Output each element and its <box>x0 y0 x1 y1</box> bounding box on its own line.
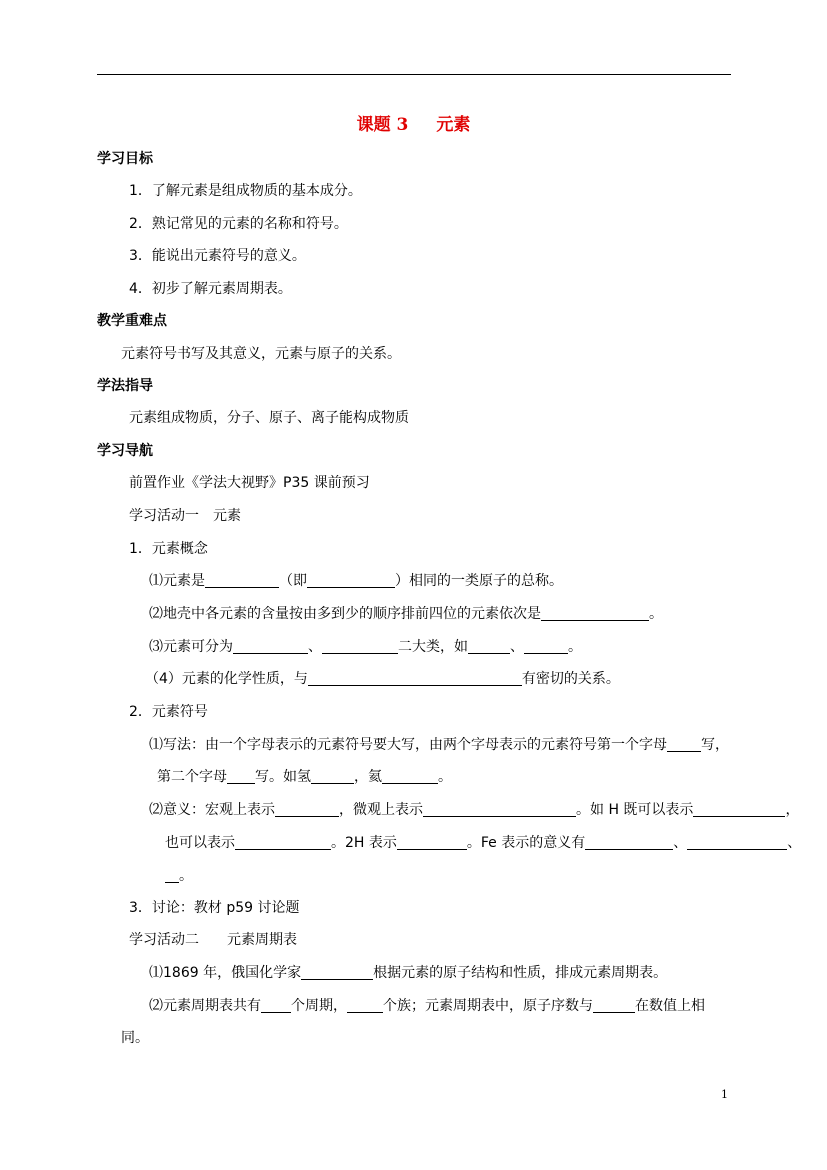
answer-blank[interactable] <box>275 802 339 817</box>
goals-heading: 学习目标 <box>97 151 153 167</box>
goal-item: 4．初步了解元素周期表。 <box>129 281 292 297</box>
discussion: 3．讨论：教材 p59 讨论题 <box>129 900 300 916</box>
title-name: 元素 <box>436 115 471 135</box>
answer-blank[interactable] <box>541 606 649 621</box>
symbol-1b: 第二个字母 写。如氢 ，氦 。 <box>157 769 452 785</box>
page-number: 1 <box>721 1088 728 1101</box>
concept-1: ⑴元素是 （即 ）相同的一类原子的总称。 <box>149 573 563 589</box>
periodic-1: ⑴1869 年，俄国化学家 根据元素的原子结构和性质，排成元素周期表。 <box>149 965 668 981</box>
answer-blank[interactable] <box>261 998 291 1013</box>
method-heading: 学法指导 <box>97 378 153 394</box>
key-heading: 教学重难点 <box>97 313 167 329</box>
answer-blank[interactable] <box>585 835 673 850</box>
symbol-2: ⑵意义：宏观上表示 ，微观上表示 。如 H 既可以表示 ， <box>149 802 800 818</box>
concept-3: ⑶元素可分为 、 二大类，如 、 。 <box>149 639 582 655</box>
answer-blank[interactable] <box>311 769 354 784</box>
answer-blank[interactable] <box>307 573 395 588</box>
activity-two: 学习活动二 元素周期表 <box>129 932 297 948</box>
symbol-1: ⑴写法：由一个字母表示的元素符号要大写，由两个字母表示的元素符号第一个字母 写， <box>149 737 729 753</box>
answer-blank[interactable] <box>382 769 438 784</box>
concept-2: ⑵地壳中各元素的含量按由多到少的顺序排前四位的元素依次是 。 <box>149 606 663 622</box>
answer-blank[interactable] <box>524 639 568 654</box>
answer-blank[interactable] <box>227 769 255 784</box>
method-text: 元素组成物质，分子、原子、离子能构成物质 <box>129 410 409 426</box>
answer-blank[interactable] <box>235 835 331 850</box>
answer-blank[interactable] <box>693 802 785 817</box>
nav-heading: 学习导航 <box>97 443 153 459</box>
goal-item: 2．熟记常见的元素的名称和符号。 <box>129 216 348 232</box>
answer-blank[interactable] <box>301 965 373 980</box>
title-code: 课题 3 <box>356 115 409 135</box>
answer-blank[interactable] <box>667 737 701 752</box>
page-title <box>0 110 827 135</box>
answer-blank[interactable] <box>593 998 635 1013</box>
goal-item: 3．能说出元素符号的意义。 <box>129 248 306 264</box>
activity-one: 学习活动一 元素 <box>129 508 241 524</box>
symbol-2c: 。 <box>165 867 193 885</box>
symbol-2b: 也可以表示 。2H 表示 。Fe 表示的意义有 、 、 <box>165 835 802 851</box>
answer-blank[interactable] <box>308 671 522 686</box>
periodic-2: ⑵元素周期表共有 个周期， 个族；元素周期表中，原子序数与 在数值上相 <box>149 998 705 1014</box>
answer-blank[interactable] <box>347 998 383 1013</box>
goal-item: 1．了解元素是组成物质的基本成分。 <box>129 183 362 199</box>
prework: 前置作业《学法大视野》P35 课前预习 <box>129 475 370 491</box>
answer-blank[interactable] <box>423 802 576 817</box>
answer-blank[interactable] <box>322 639 398 654</box>
concept-heading: 1．元素概念 <box>129 541 208 557</box>
key-text: 元素符号书写及其意义，元素与原子的关系。 <box>121 346 401 362</box>
answer-blank[interactable] <box>687 835 787 850</box>
periodic-2b: 同。 <box>121 1030 149 1046</box>
answer-blank[interactable] <box>397 835 467 850</box>
symbol-heading: 2．元素符号 <box>129 704 208 720</box>
answer-blank[interactable] <box>205 573 279 588</box>
answer-blank[interactable] <box>233 639 308 654</box>
concept-4: （4）元素的化学性质，与 有密切的关系。 <box>145 671 620 687</box>
answer-blank[interactable] <box>165 868 179 883</box>
header-rule <box>97 74 731 75</box>
answer-blank[interactable] <box>468 639 510 654</box>
